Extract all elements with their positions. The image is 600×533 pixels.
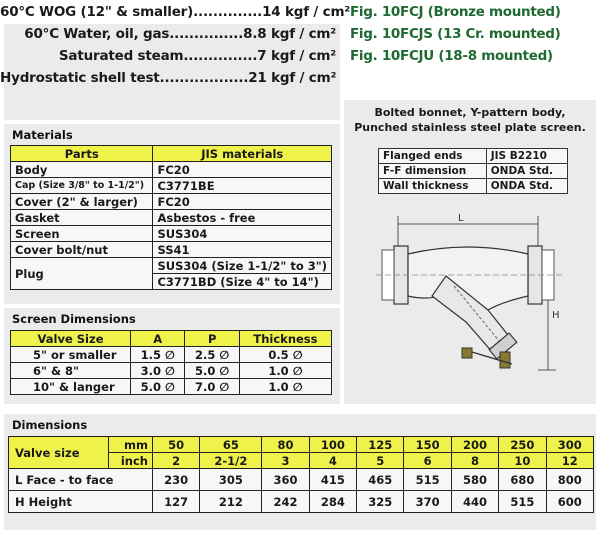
table-row (11, 379, 332, 395)
mm-cell: 50 (153, 437, 200, 453)
inch-cell: 12 (546, 453, 593, 469)
table-row (11, 347, 332, 363)
screen-cell: 10" & langer (11, 379, 131, 395)
mm-cell: 250 (499, 437, 546, 453)
face-cell: 360 (262, 469, 309, 491)
materials-header-jis: JIS materials (153, 146, 332, 162)
inch-cell: 5 (357, 453, 404, 469)
dimensions-table (8, 436, 594, 513)
screen-header-p: P (185, 331, 239, 347)
materials-part: Cap (Size 3/8" to 1-1/2") (11, 178, 153, 194)
face-to-face-label: L Face - to face (9, 469, 153, 491)
screen-cell: 1.0 ∅ (239, 363, 331, 379)
height-cell: 325 (357, 491, 404, 513)
screen-cell: 7.0 ∅ (185, 379, 239, 395)
table-row (9, 437, 594, 453)
inch-cell: 10 (499, 453, 546, 469)
face-cell: 515 (404, 469, 451, 491)
figure-title-10fcju: Fig. 10FCJU (18-8 mounted) (350, 48, 553, 64)
inch-cell: 6 (404, 453, 451, 469)
screen-dimensions-table (10, 330, 332, 395)
spec-label: Flanged ends (379, 149, 487, 164)
screen-cell: 6" & 8" (11, 363, 131, 379)
height-label: H Height (9, 491, 153, 513)
mm-cell: 150 (404, 437, 451, 453)
materials-part: Gasket (11, 210, 153, 226)
figure-title-10fcjs: Fig. 10FCJS (13 Cr. mounted) (350, 26, 561, 42)
y-strainer-drawing (362, 210, 588, 398)
inch-cell: 4 (309, 453, 356, 469)
table-row (11, 363, 332, 379)
materials-value: Asbestos - free (153, 210, 332, 226)
height-cell: 242 (262, 491, 309, 513)
screen-header-valve-size: Valve Size (11, 331, 131, 347)
valve-size-label: Valve size (9, 437, 109, 469)
table-row (11, 242, 332, 258)
inch-label: inch (109, 453, 153, 469)
spec-value: ONDA Std. (486, 179, 567, 194)
screen-header-thickness: Thickness (239, 331, 331, 347)
screen-cell: 2.5 ∅ (185, 347, 239, 363)
figure-caption-line1: Bolted bonnet, Y-pattern body, (374, 106, 566, 119)
materials-table (10, 145, 332, 290)
height-cell: 600 (546, 491, 593, 513)
mm-cell: 200 (451, 437, 498, 453)
table-row (379, 164, 568, 179)
materials-title: Materials (12, 128, 73, 142)
figure-caption-line2: Punched stainless steel plate screen. (354, 121, 586, 134)
materials-header-parts: Parts (11, 146, 153, 162)
face-cell: 415 (309, 469, 356, 491)
screen-cell: 5.0 ∅ (185, 363, 239, 379)
height-cell: 440 (451, 491, 498, 513)
spec-value: ONDA Std. (486, 164, 567, 179)
inch-cell: 3 (262, 453, 309, 469)
pressure-saturated-steam: Saturated steam...............7 kgf / cm² (58, 48, 336, 64)
mm-label: mm (109, 437, 153, 453)
spec-label: F-F dimension (379, 164, 487, 179)
mm-cell: 65 (200, 437, 262, 453)
screen-cell: 0.5 ∅ (239, 347, 331, 363)
label-h: H (552, 310, 560, 321)
table-row (11, 258, 332, 274)
table-row (379, 179, 568, 194)
height-cell: 212 (200, 491, 262, 513)
materials-part: Screen (11, 226, 153, 242)
materials-value: FC20 (153, 194, 332, 210)
table-row (11, 194, 332, 210)
materials-part: Body (11, 162, 153, 178)
flange-spec-table (378, 148, 568, 194)
table-row (11, 226, 332, 242)
spec-label: Wall thickness (379, 179, 487, 194)
screen-cell: 5" or smaller (11, 347, 131, 363)
table-row (9, 469, 594, 491)
table-row (379, 149, 568, 164)
materials-part: Cover bolt/nut (11, 242, 153, 258)
label-l: L (458, 213, 464, 224)
materials-value: C3771BE (153, 178, 332, 194)
mm-cell: 100 (309, 437, 356, 453)
spec-value: JIS B2210 (486, 149, 567, 164)
inch-cell: 2-1/2 (200, 453, 262, 469)
plug (500, 352, 510, 368)
materials-value: C3771BD (Size 4" to 14") (153, 274, 332, 290)
materials-value: SS41 (153, 242, 332, 258)
table-row (11, 178, 332, 194)
materials-part: Cover (2" & larger) (11, 194, 153, 210)
materials-value: FC20 (153, 162, 332, 178)
screen-cell: 1.0 ∅ (239, 379, 331, 395)
height-cell: 284 (309, 491, 356, 513)
materials-value: SUS304 (Size 1-1/2" to 3") (153, 258, 332, 274)
mm-cell: 125 (357, 437, 404, 453)
face-cell: 800 (546, 469, 593, 491)
face-cell: 305 (200, 469, 262, 491)
face-cell: 465 (357, 469, 404, 491)
screen-header-a: A (131, 331, 185, 347)
inch-cell: 8 (451, 453, 498, 469)
screen-cell: 3.0 ∅ (131, 363, 185, 379)
table-row (9, 491, 594, 513)
screen-dimensions-title: Screen Dimensions (12, 312, 136, 326)
height-cell: 370 (404, 491, 451, 513)
pressure-water-oil-gas: 60°C Water, oil, gas...............8.8 kgf / cm² (24, 26, 336, 42)
pressure-hydrostatic: Hydrostatic shell test..................21 kgf / cm² (0, 70, 337, 86)
mm-cell: 80 (262, 437, 309, 453)
pressure-wog: 60°C WOG (12" & smaller)..............14 kgf / cm² (0, 4, 351, 20)
face-cell: 580 (451, 469, 498, 491)
inch-cell: 2 (153, 453, 200, 469)
mm-cell: 300 (546, 437, 593, 453)
face-cell: 680 (499, 469, 546, 491)
dimensions-title: Dimensions (12, 418, 88, 432)
figure-title-10fcj: Fig. 10FCJ (Bronze mounted) (350, 4, 561, 20)
height-cell: 127 (153, 491, 200, 513)
blowoff-valve (462, 348, 472, 358)
screen-cell: 5.0 ∅ (131, 379, 185, 395)
height-cell: 515 (499, 491, 546, 513)
screen-cell: 1.5 ∅ (131, 347, 185, 363)
face-cell: 230 (153, 469, 200, 491)
materials-value: SUS304 (153, 226, 332, 242)
table-row (11, 162, 332, 178)
materials-part-plug: Plug (11, 258, 153, 290)
table-row (11, 210, 332, 226)
